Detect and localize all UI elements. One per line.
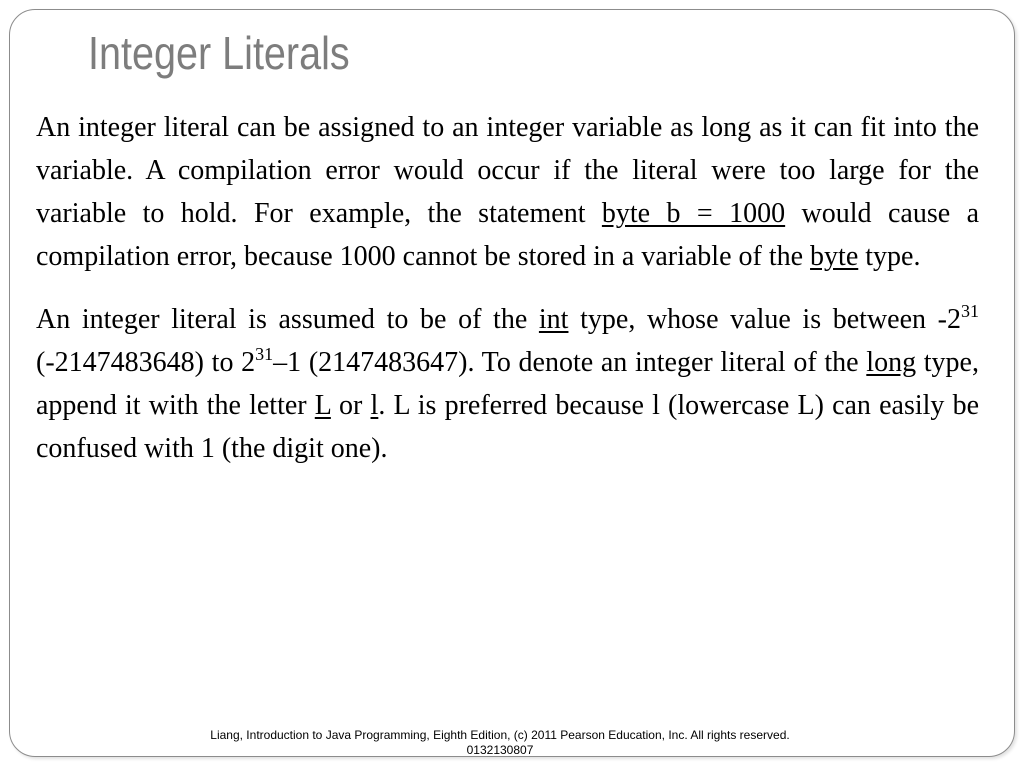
slide-title: Integer Literals — [88, 27, 350, 79]
code-int-type: int — [538, 304, 569, 335]
paragraph2-text-a: An integer literal is assumed to be of the — [36, 304, 539, 335]
code-long-type: long — [866, 347, 917, 378]
paragraph2-text-b: type, whose value is between -2 — [568, 304, 962, 335]
paragraph1-text-a: An integer literal can be assigned to an integer variable as long as it can fit into the variable. A compilation error would occur if the literal were too large for the variable to hold. For example, the statement — [36, 112, 979, 229]
letter-uppercase-l: L — [314, 390, 331, 421]
paragraph2-text-d: –1 (2147483647). To denote an integer literal of the — [273, 347, 867, 378]
exponent-min: 31 — [961, 301, 980, 321]
exponent-max: 31 — [255, 344, 274, 364]
letter-lowercase-l: l — [370, 390, 379, 421]
paragraph2-text-f: or — [330, 390, 371, 421]
slide-body — [36, 106, 979, 470]
code-byte-statement: byte b = 1000 — [601, 198, 786, 229]
paragraph2-text-c: (-2147483648) to 2 — [36, 347, 256, 378]
paragraph-int-long — [36, 298, 979, 470]
paragraph1-text-b: would cause a compilation error, because 1000 cannot be stored in a variable of the — [36, 198, 979, 272]
code-byte-type: byte — [810, 241, 859, 272]
paragraph2-text-g: . L is preferred because l (lowercase L) can easily be confused with 1 (the digit one). — [36, 390, 980, 464]
slide-footer: Liang, Introduction to Java Programming, Eighth Edition, (c) 2011 Pearson Education, Inc. All rights reserved. 0132130807 — [210, 728, 790, 757]
paragraph-assignment-rules — [36, 106, 979, 278]
paragraph1-text-c: type. — [858, 241, 921, 272]
paragraph2-text-e: type, append it with the letter — [36, 347, 979, 421]
